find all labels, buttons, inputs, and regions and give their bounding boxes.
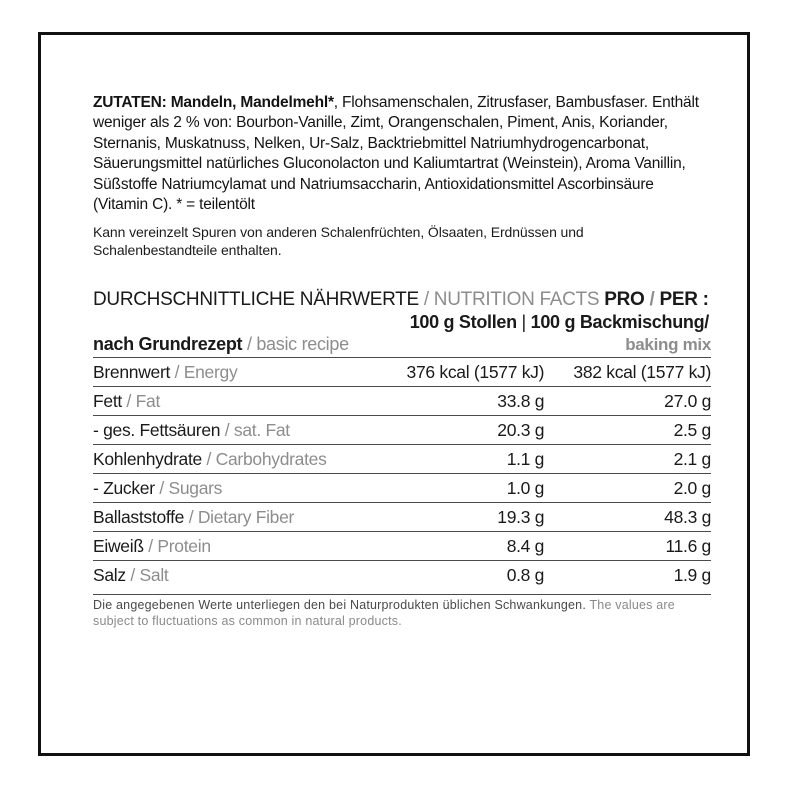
footnote-de: Die angegebenen Werte unterliegen den bei Naturprodukten üblichen Schwankungen. <box>93 598 586 613</box>
nutrition-title-sep1: / <box>423 289 429 311</box>
ingredients-heading: ZUTATEN: <box>93 94 167 111</box>
row-label-sep: / <box>159 478 164 499</box>
table-row <box>93 561 711 590</box>
row-label-sep: / <box>126 391 132 412</box>
table-row <box>93 503 711 532</box>
row-value-stollen: 19.3 g <box>377 503 544 532</box>
row-label-sep: / <box>224 420 230 441</box>
row-value-stollen: 1.1 g <box>377 445 544 474</box>
row-value-stollen: 1.0 g <box>377 474 544 503</box>
row-label-sep: / <box>188 507 194 528</box>
nutrition-title-pro: PRO <box>604 289 645 311</box>
row-label-en: Salt <box>139 565 169 586</box>
ingredients-rest: , Flohsamenschalen, Zitrusfaser, Bambusfaser. Enthält weniger als 2 % von: Bourbon-Vanille, Zimt, Orangenschalen, Piment, Anis, Koriander, Sternanis, Muskatnuss, Nelken, Ur-Salz, Backtriebmittel Natriumhydrogencarbonat, Säuerungsmittel natürliches Gluconolacton und Kaliumtartrat (Weinstein), Aroma Vanillin, Süßstoffe Natriumcylamat und Natriumsaccharin, Antioxidationsmittel Ascorbinsäure (Vitamin C). * = teilentölt <box>93 94 699 214</box>
nutrition-title-en: NUTRITION FACTS <box>433 289 600 311</box>
nutrition-label-panel <box>38 32 750 756</box>
col1-header-line1: 100 g Stollen <box>409 311 517 332</box>
row-label-en: Dietary Fiber <box>197 507 295 528</box>
nutrition-table <box>93 357 711 589</box>
column-header-line1 <box>93 312 711 333</box>
row-label-sep: / <box>148 536 153 557</box>
ingredients-bold-items: Mandeln, Mandelmehl* <box>170 94 334 111</box>
col2-header-line2: baking mix <box>625 335 711 355</box>
row-value-bakingmix: 11.6 g <box>544 532 711 561</box>
table-row <box>93 358 711 387</box>
footnote-en: The values are subject to fluctuations as common in natural products. <box>93 598 675 629</box>
row-value-stollen: 0.8 g <box>377 561 544 590</box>
row-label-en: Carbohydrates <box>215 449 327 470</box>
row-value-stollen: 8.4 g <box>377 532 544 561</box>
row-label <box>93 474 377 503</box>
label-content <box>93 93 711 630</box>
row-label <box>93 416 377 445</box>
nutrition-column-headers <box>93 312 711 355</box>
row-label <box>93 445 377 474</box>
table-row <box>93 474 711 503</box>
col2-header-line1: 100 g Backmischung/ <box>530 311 709 332</box>
row-label-en: Protein <box>157 536 211 557</box>
row-label-de: Ballaststoffe <box>93 507 185 528</box>
row-value-stollen: 376 kcal (1577 kJ) <box>377 358 544 387</box>
row-label <box>93 532 377 561</box>
ingredients-paragraph <box>93 93 711 216</box>
column-divider: | <box>521 311 526 332</box>
nutrition-footnote <box>93 594 711 629</box>
row-label-de: Salz <box>93 565 126 586</box>
row-label-sep: / <box>174 362 180 383</box>
column-header-line2 <box>93 334 711 355</box>
table-row <box>93 445 711 474</box>
table-row <box>93 387 711 416</box>
row-label-de: - Zucker <box>93 478 155 499</box>
row-label <box>93 387 377 416</box>
row-value-stollen: 33.8 g <box>377 387 544 416</box>
row-label-de: Brennwert <box>93 362 171 383</box>
row-label-de: Fett <box>93 391 122 412</box>
row-label-en: sat. Fat <box>233 420 290 441</box>
col1-header-line2-de: nach Grundrezept <box>93 334 243 355</box>
row-value-bakingmix: 2.5 g <box>544 416 711 445</box>
row-label <box>93 358 377 387</box>
nutrition-title-per: PER : <box>659 289 709 311</box>
nutrition-table-block <box>93 289 711 630</box>
row-label-en: Energy <box>183 362 238 383</box>
row-value-bakingmix: 1.9 g <box>544 561 711 590</box>
row-value-bakingmix: 27.0 g <box>544 387 711 416</box>
table-row <box>93 416 711 445</box>
row-label <box>93 503 377 532</box>
table-row <box>93 532 711 561</box>
col1-header-line2-sep: / <box>246 334 252 355</box>
row-label-de: Kohlenhydrate <box>93 449 202 470</box>
nutrition-title-de: DURCHSCHNITTLICHE NÄHRWERTE <box>93 289 419 311</box>
row-label-de: Eiweiß <box>93 536 144 557</box>
row-label-en: Fat <box>135 391 161 412</box>
row-label-sep: / <box>206 449 212 470</box>
row-value-bakingmix: 382 kcal (1577 kJ) <box>544 358 711 387</box>
col1-header-line2-en: basic recipe <box>256 334 349 355</box>
row-value-bakingmix: 2.0 g <box>544 474 711 503</box>
row-value-bakingmix: 2.1 g <box>544 445 711 474</box>
row-label-de: - ges. Fettsäuren <box>93 420 221 441</box>
row-label-sep: / <box>130 565 135 586</box>
col1-header-line2 <box>93 334 349 355</box>
nutrition-title-sep2: / <box>649 289 655 311</box>
row-label-en: Sugars <box>168 478 223 499</box>
allergen-note: Kann vereinzelt Spuren von anderen Schalenfrüchten, Ölsaaten, Erdnüssen und Schalenbestandteile enthalten. <box>93 223 584 258</box>
row-value-bakingmix: 48.3 g <box>544 503 711 532</box>
row-label <box>93 561 377 590</box>
nutrition-title <box>93 289 711 311</box>
row-value-stollen: 20.3 g <box>377 416 544 445</box>
